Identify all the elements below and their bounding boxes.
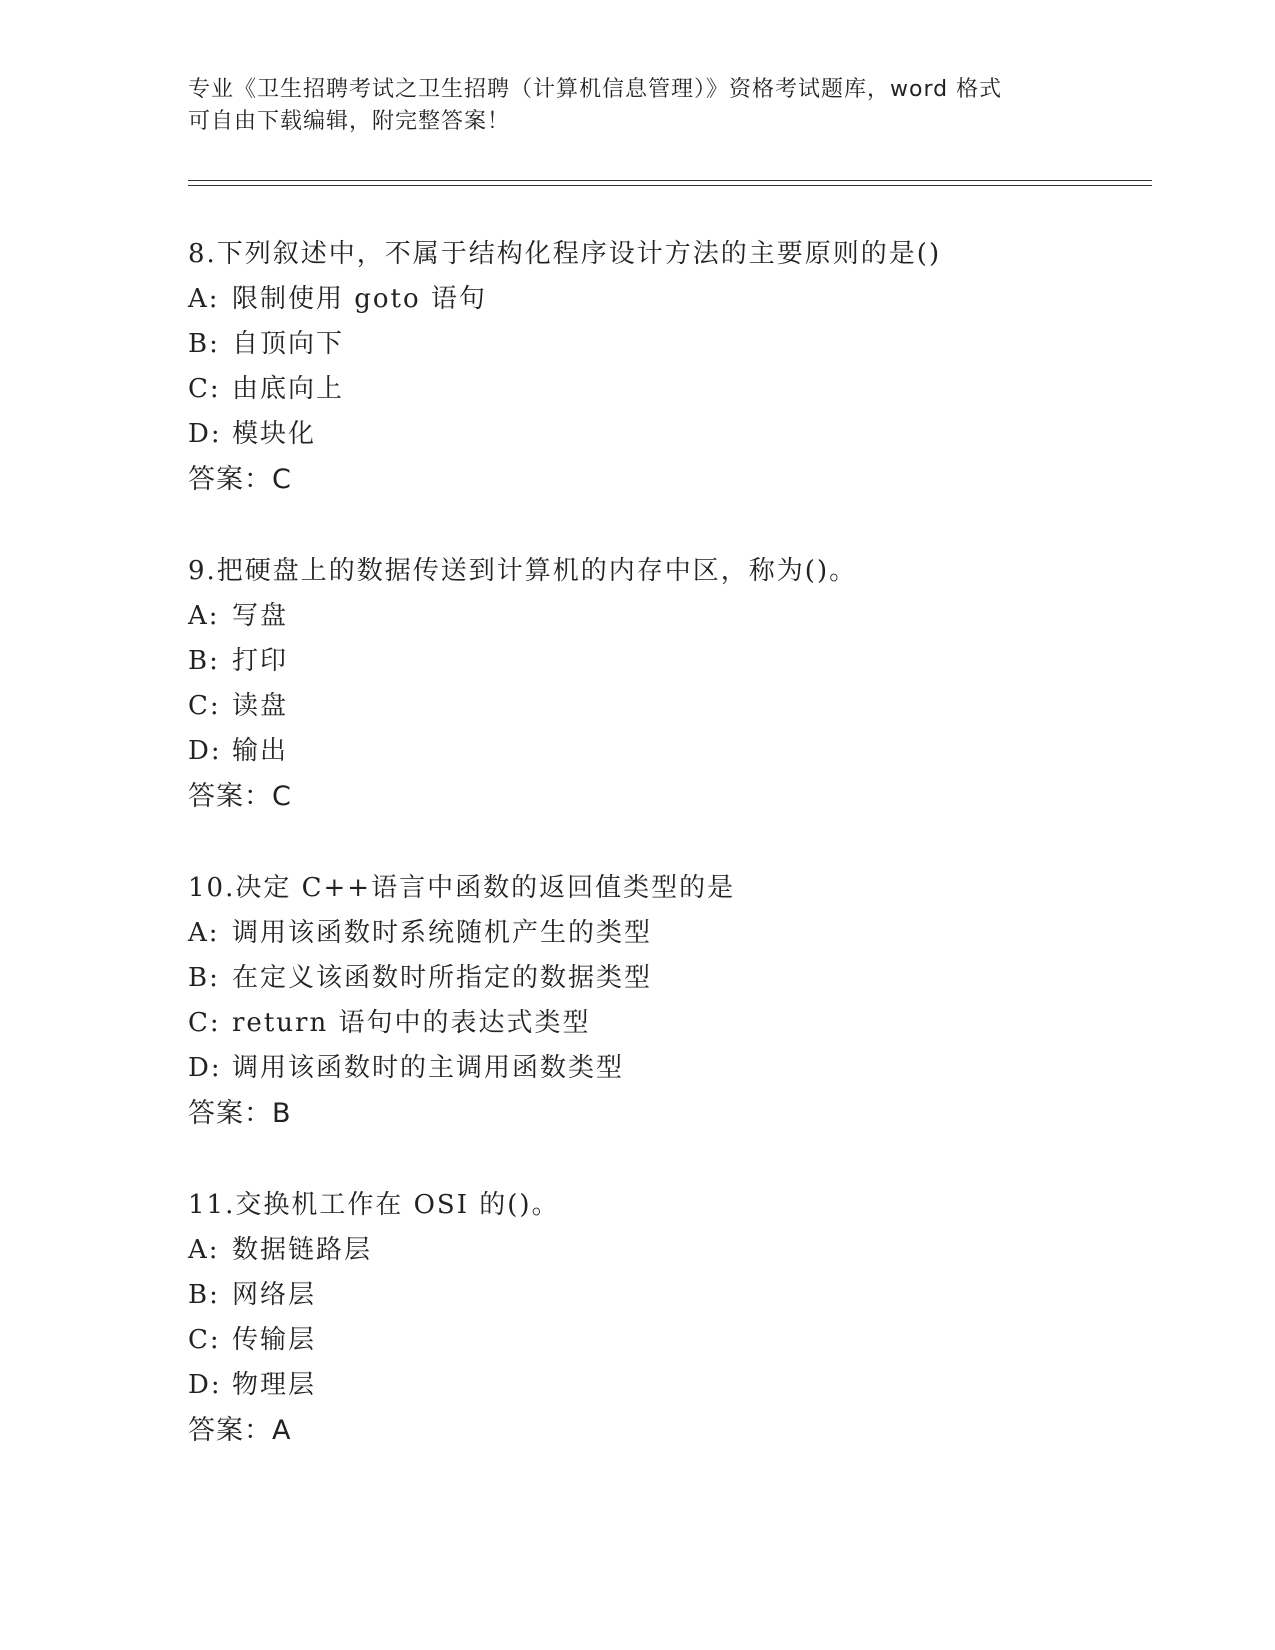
- option-label: A:: [188, 1235, 220, 1265]
- option-d: [188, 1046, 1168, 1091]
- option-a: [188, 911, 1168, 956]
- question-10: [188, 866, 1168, 1136]
- question-11: [188, 1183, 1168, 1453]
- option-label: D:: [188, 419, 222, 449]
- option-label: D:: [188, 736, 222, 766]
- question-stem: 11.交换机工作在 OSI 的()。: [188, 1190, 560, 1220]
- option-label: B:: [188, 963, 220, 993]
- option-text: 输出: [232, 736, 289, 766]
- option-b: [188, 639, 1168, 684]
- option-b: [188, 322, 1168, 367]
- option-label: C:: [188, 1325, 221, 1355]
- option-label: C:: [188, 691, 221, 721]
- question-9: [188, 549, 1168, 819]
- option-text: 自顶向下: [232, 329, 345, 359]
- answer: 答案：A: [188, 1415, 292, 1446]
- question-8: [188, 232, 1168, 502]
- option-c: [188, 1001, 1168, 1046]
- option-text: 在定义该函数时所指定的数据类型: [232, 963, 653, 993]
- question-stem: 9.把硬盘上的数据传送到计算机的内存中区，称为()。: [188, 556, 858, 586]
- option-d: [188, 412, 1168, 457]
- option-label: A:: [188, 918, 220, 948]
- option-c: [188, 1318, 1168, 1363]
- option-label: C:: [188, 374, 221, 404]
- option-label: D:: [188, 1370, 222, 1400]
- question-stem: 10.决定 C++语言中函数的返回值类型的是: [188, 873, 736, 903]
- option-label: D:: [188, 1053, 222, 1083]
- header-divider-top: [188, 180, 1152, 181]
- header-divider-bottom: [188, 185, 1152, 186]
- option-text: 物理层: [232, 1370, 317, 1400]
- header-line-1: 专业《卫生招聘考试之卫生招聘（计算机信息管理）》资格考试题库，word 格式: [188, 77, 1003, 102]
- option-text: 网络层: [232, 1280, 317, 1310]
- option-b: [188, 1273, 1168, 1318]
- question-stem: 8.下列叙述中，不属于结构化程序设计方法的主要原则的是(): [188, 239, 942, 269]
- option-a: [188, 594, 1168, 639]
- option-text: 数据链路层: [232, 1235, 373, 1265]
- option-label: A:: [188, 284, 220, 314]
- option-b: [188, 956, 1168, 1001]
- option-a: [188, 1228, 1168, 1273]
- document-header: [188, 74, 1088, 138]
- answer: 答案：B: [188, 1098, 292, 1129]
- option-label: B:: [188, 646, 220, 676]
- option-d: [188, 729, 1168, 774]
- option-c: [188, 367, 1168, 412]
- answer: 答案：C: [188, 781, 292, 812]
- option-text: 读盘: [232, 691, 289, 721]
- option-c: [188, 684, 1168, 729]
- option-text: 限制使用 goto 语句: [232, 284, 487, 314]
- answer: 答案：C: [188, 464, 292, 495]
- option-text: 写盘: [232, 601, 289, 631]
- option-label: B:: [188, 1280, 220, 1310]
- option-label: C:: [188, 1008, 221, 1038]
- option-text: 调用该函数时系统随机产生的类型: [232, 918, 653, 948]
- option-text: 由底向上: [232, 374, 345, 404]
- option-a: [188, 277, 1168, 322]
- option-text: 模块化: [232, 419, 317, 449]
- option-text: return 语句中的表达式类型: [232, 1008, 591, 1038]
- option-text: 打印: [232, 646, 289, 676]
- option-label: A:: [188, 601, 220, 631]
- option-d: [188, 1363, 1168, 1408]
- header-line-2: 可自由下载编辑，附完整答案！: [188, 109, 511, 134]
- option-text: 调用该函数时的主调用函数类型: [232, 1053, 625, 1083]
- option-label: B:: [188, 329, 220, 359]
- option-text: 传输层: [232, 1325, 317, 1355]
